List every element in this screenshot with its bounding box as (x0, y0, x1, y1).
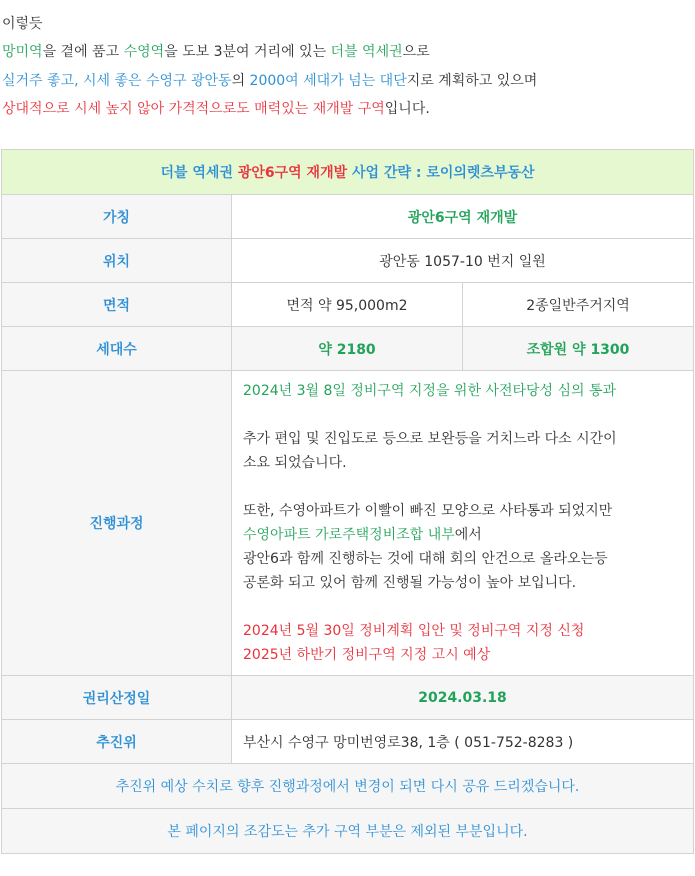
table-row (2, 809, 694, 854)
table-row (2, 676, 694, 720)
progress-highlight: 수영아파트 가로주택정비조합 내부 (243, 527, 455, 543)
intro-segment: 2000여 세대가 넘는 대단 (249, 72, 407, 89)
table-header-row (2, 150, 694, 195)
members-value: 조합원 약 1300 (463, 327, 694, 371)
households-label: 세대수 (2, 327, 232, 371)
intro-text (0, 0, 695, 124)
progress-line: 소요 되었습니다. (243, 455, 347, 471)
table-row (2, 283, 694, 327)
intro-line-1: 이렇듯 (2, 16, 43, 32)
intro-line-4 (2, 95, 695, 123)
note-2: 본 페이지의 조감도는 추가 구역 부분은 제외된 부분입니다. (2, 809, 694, 854)
intro-segment: 입니다. (384, 101, 430, 118)
progress-line: 광안6과 함께 진행하는 것에 대해 회의 안건으로 올라오는등 (243, 551, 608, 567)
intro-segment: 실거주 좋고, 시세 좋은 수영구 광안동 (2, 72, 232, 89)
rights-value: 2024.03.18 (232, 676, 694, 720)
table-header (2, 150, 694, 195)
progress-label: 진행과정 (2, 371, 232, 676)
table-row (2, 371, 694, 676)
intro-segment: 지로 계획하고 있으며 (406, 72, 538, 89)
intro-segment: 을 도보 3분여 거리에 있는 (164, 44, 331, 61)
header-part-c: 사업 간략 : 로이의렛츠부동산 (347, 165, 535, 181)
intro-segment: 상대적으로 시세 높지 않아 가격적으로도 매력있는 재개발 구역 (2, 101, 385, 118)
progress-text: 에서 (454, 527, 482, 543)
rights-label: 권리산정일 (2, 676, 232, 720)
progress-line: 2024년 5월 30일 정비계획 입안 및 정비구역 지정 신청 (243, 623, 585, 639)
intro-segment: 수영역 (123, 44, 165, 61)
table-row (2, 327, 694, 371)
progress-line: 2024년 3월 8일 정비구역 지정을 위한 사전타당성 심의 통과 (243, 383, 617, 399)
note-1: 추진위 예상 수치로 향후 진행과정에서 변경이 되면 다시 공유 드리겠습니다. (2, 764, 694, 809)
intro-line-3 (2, 67, 695, 95)
header-part-b: 광안6구역 재개발 (237, 165, 348, 181)
committee-label: 추진위 (2, 720, 232, 764)
area-label: 면적 (2, 283, 232, 327)
name-label: 가칭 (2, 195, 232, 239)
intro-segment: 의 (231, 72, 250, 89)
area-value: 면적 약 95,000m2 (232, 283, 463, 327)
intro-segment: 더블 역세권 (330, 44, 403, 61)
zone-value: 2종일반주거지역 (463, 283, 694, 327)
committee-value: 부산시 수영구 망미번영로38, 1층 ( 051-752-8283 ) (232, 720, 694, 764)
progress-line: 또한, 수영아파트가 이빨이 빠진 모양으로 사타통과 되었지만 (243, 503, 613, 519)
table-row (2, 764, 694, 809)
progress-line: 추가 편입 및 진입도로 등으로 보완등을 거치느라 다소 시간이 (243, 431, 617, 447)
location-label: 위치 (2, 239, 232, 283)
progress-line: 공론화 되고 있어 함께 진행될 가능성이 높아 보입니다. (243, 575, 577, 591)
progress-line (243, 523, 683, 547)
intro-segment: 을 곁에 품고 (42, 44, 124, 61)
table-row (2, 239, 694, 283)
households-value: 약 2180 (232, 327, 463, 371)
table-row (2, 720, 694, 764)
header-part-a: 더블 역세권 (160, 165, 238, 181)
table-row (2, 195, 694, 239)
intro-line-2 (2, 38, 695, 66)
progress-line: 2025년 하반기 정비구역 지정 고시 예상 (243, 647, 491, 663)
intro-segment: 으로 (402, 44, 430, 61)
intro-segment: 망미역 (2, 44, 43, 61)
project-summary-table (1, 149, 694, 854)
location-value: 광안동 1057-10 번지 일원 (232, 239, 694, 283)
progress-content (232, 371, 694, 676)
name-value: 광안6구역 재개발 (232, 195, 694, 239)
